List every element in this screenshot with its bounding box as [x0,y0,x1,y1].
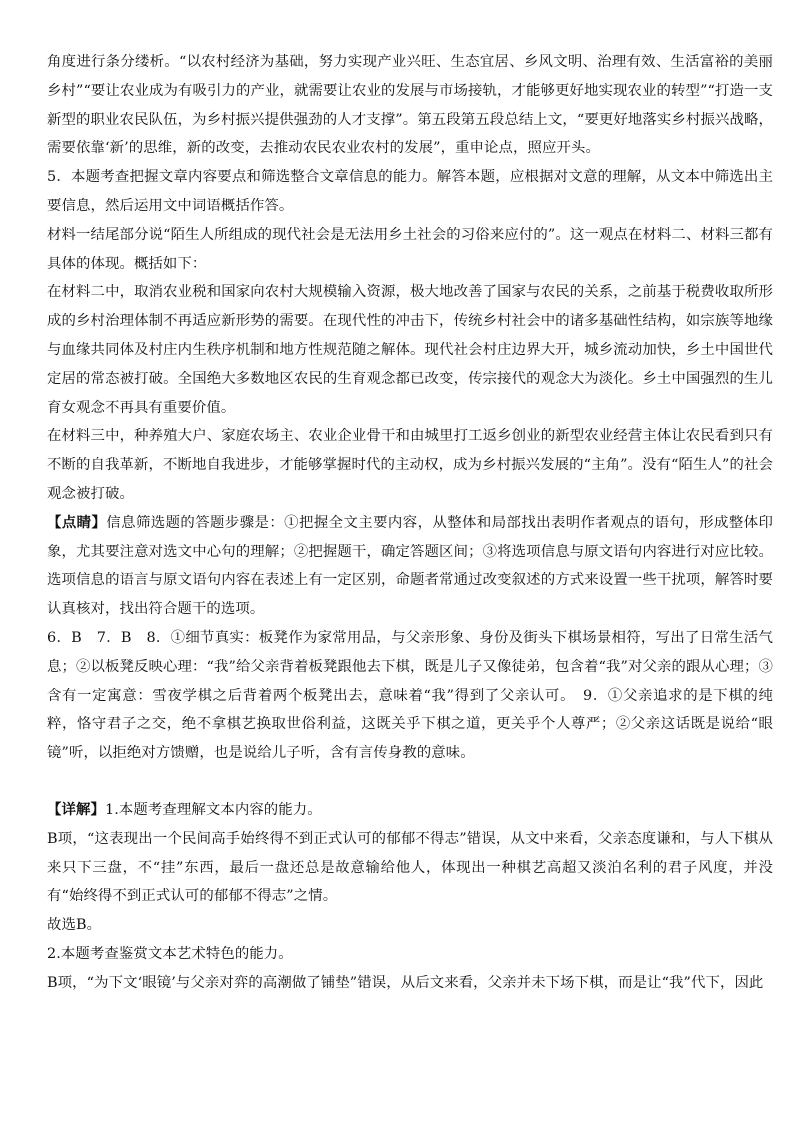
paragraph-analysis-continued: 角度进行条分缕析。“以农村经济为基础，努力实现产业兴旺、生态宜居、乡风文明、治理有效、生活富裕的美丽乡村”“要让农业成为有吸引力的产业，就需要让农业的发展与市场接轨，才能够更好地实现农业的转型”“打造一支新型的职业农民队伍，为乡村振兴提供强劲的人才支撑”。第五段第五段总结上文，“要更好地落实乡村振兴战略，需要依靠‘新’的思维，新的改变，去推动农民农业农村的发展”，重申论点，照应开头。 [47,54,773,157]
paragraph-q5-intro: 5．本题考查把握文章内容要点和筛选整合文章信息的能力。解答本题，应根据对文意的理解，从文本中筛选出主要信息，然后运用文中词语概括作答。 [47,169,773,214]
paragraph-q2-intro: 2.本题考查鉴赏文本艺术特色的能力。 [47,945,293,962]
dianjing-text: 信息筛选题的答题步骤是：①把握全文主要内容，从整体和局部找出表明作者观点的语句，形成整体印象，尤其要注意对选文中心句的理解；②把握题干，确定答题区间；③将选项信息与原文语句内容进行对应比较。选项信息的语言与原文语句内容在表述上有一定区别，命题者常通过改变叙述的方式来设置一些干扰项，解答时要认真核对，找出符合题干的选项。 [47,514,773,618]
paragraph-q2-option-b: B项，“为下文‘眼镜’与父亲对弈的高潮做了铺垫”错误，从后文来看，父亲并未下场下棋，而是让“我”代下，因此 [47,974,764,991]
xiangjie-text: 1.本题考查理解文本内容的能力。 [104,801,322,818]
paragraph-material-three: 在材料三中，种养殖大户、家庭农场主、农业企业骨干和由城里打工返乡创业的新型农业经营主体让农民看到只有不断的自我革新，不断地自我进步，才能够掌握时代的主动权，成为乡村振兴发展的“主角”。没有“陌生人”的社会观念被打破。 [47,428,773,502]
paragraph-xiangjie [47,796,773,825]
paragraph-dianjing [47,509,773,624]
dianjing-label: 【点睛】 [47,513,107,531]
document-page [47,48,773,998]
paragraph-material-two: 在材料二中，取消农业税和国家向农村大规模输入资源，极大地改善了国家与农民的关系，之前基于税费收取所形成的乡村治理体制不再适应新形势的需要。在现代性的冲击下，传统乡村社会中的诸多基础性结构，如宗族等地缘与血缘共同体及村庄内生秩序机制和地方性规范随之解体。现代社会村庄边界大开，城乡流动加快，乡土中国世代定居的常态被打破。全国绝大多数地区农民的生育观念都已改变，传宗接代的观念大为淡化。乡土中国强烈的生儿育女观念不再具有重要价值。 [47,284,773,416]
paragraph-answers-6-9: 6．B 7．B 8．①细节真实：板凳作为家常用品，与父亲形象、身份及街头下棋场景相符，写出了日常生活气息；②以板凳反映心理：“我”给父亲背着板凳跟他去下棋，既是儿子又像徒弟，包含着“我”对父亲的跟从心理；③含有一定寓意：雪夜学棋之后背着两个板凳出去，意味着“我”得到了父亲认可。 9．①父亲追求的是下棋的纯粹，恪守君子之交，绝不拿棋艺换取世俗利益，这既关乎下棋之道，更关乎个人尊严；②父亲这话既是说给“眼镜”听，以拒绝对方馈赠，也是说给儿子听，含有言传身教的意味。 [47,629,773,762]
paragraph-material-one: 材料一结尾部分说“陌生人所组成的现代社会是无法用乡土社会的习俗来应付的”。这一观点在材料二、材料三都有具体的体现。概括如下： [47,226,773,272]
xiangjie-label: 【详解】 [47,800,105,818]
paragraph-option-b-analysis: B项，“这表现出一个民间高手始终得不到正式认可的郁郁不得志”错误，从文中来看，父亲态度谦和，与人下棋从来只下三盘，不“挂”东西，最后一盘还总是故意输给他人，体现出一种棋艺高超又淡泊名利的君子风度，并没有“始终得不到正式认可的郁郁不得志”之情。 [47,830,773,905]
paragraph-spacer [47,768,773,796]
paragraph-answer-b: 故选B。 [47,917,102,934]
